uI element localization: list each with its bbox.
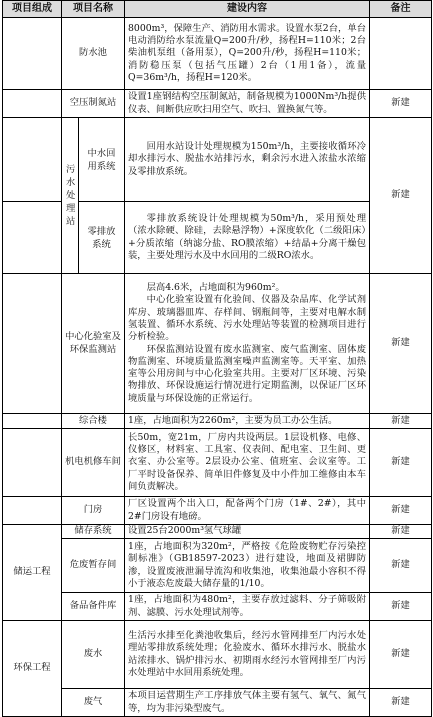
content-paragraph: 中心化验室设置有化验间、仪器及杂品库、化学试剂库房、玻璃器皿库、存样间、钢瓶间等，主要对电解水制氢装置、循环水系统、污水处理站等装置的检测项目进行分析检验。 [128,294,366,343]
row-name: 空压制氮站 [62,90,125,118]
row-content: 1座，占地面积为2260m²，主要为员工办公生活。 [125,414,370,429]
subrow-content: 零排放系统设计处理规模为50m³/h，采用预处理（浓水除硬、除硅，去除悬浮物）+深度软化（二级阳床）+分质浓缩（纳滤分盐、RO膜浓缩）+结晶+分离干燥包装，主要处理污水及中水回用的二级RO浓水。 [128,212,366,261]
row-content: 厂区设置两个出入口，配备两个门房（1#、2#），其中2#门房设有地磅。 [125,497,370,525]
group-cell-empty [3,118,62,202]
row-note: 新建 [370,118,432,274]
row-name: 储存系统 [62,525,125,539]
table-row [3,621,432,689]
row-note: 新建 [370,621,432,689]
row-note: 新建 [370,414,432,429]
row-group-name: 环保工程 [3,621,62,717]
table-row [3,118,432,202]
row-note: 新建 [370,90,432,118]
row-name: 机电机修车间 [62,429,125,497]
table-row [3,593,432,621]
row-note: 新建 [370,593,432,621]
row-note: 新建 [370,689,432,717]
row-name: 危废暂存间 [62,539,125,593]
row-name: 废气 [62,689,125,717]
group-cell-empty [3,274,62,414]
group-cell-empty [3,90,62,118]
table-row [3,274,432,414]
row-content: 8000m³，保障生产、消防用水需求。设置水泵2台，单台电动消防给水泵流量Q=200升/秒，扬程H=110米；2台柴油机泵组（备用泵），Q=200升/秒，扬程H=110米；消防稳压泵（包括气压罐）2台（1用1备），流量Q=36m³/h，扬程H=120米。 [125,18,370,90]
group-cell-empty [3,202,62,274]
table-row [3,689,432,717]
project-composition-table [2,0,432,717]
row-note: 新建 [370,539,432,593]
row-name: 门房 [62,497,125,525]
row-content: 生活污水排至化粪池收集后，经污水管网排至厂内污水处理站零排放系统处理；化验废水、循环水排污水、脱盐水站浓排水、锅炉排污水、初期雨水经污水管网排至厂内污水处理站中水回用系统处理。 [125,621,370,689]
header-note: 备注 [370,1,432,18]
subrow-name: 零排放系统 [79,202,125,274]
row-note: 新建 [370,429,432,497]
group-cell-empty [3,18,62,90]
content-paragraph: 层高4.6米，占地面积为960m²。 [146,282,285,294]
table-row [3,539,432,593]
row-content: 本项目运营期生产工序排放气体主要有氢气、氧气、氮气等，均为非污染型废气。 [125,689,370,717]
group-cell-empty [3,414,62,429]
row-name: 综合楼 [62,414,125,429]
table-row [3,429,432,497]
table-row [3,90,432,118]
table-header-row [3,1,432,18]
table-row [3,414,432,429]
row-name: 防水池 [62,18,125,90]
content-paragraph: 环保监测站设置有废水监测室、废气监测室、固体废物监测室、环境质量监测室噪声监测室等。天平室、加热室等公用房间与中心化验室共用。主要对厂区环境、污染物排放、环保设施运行情况进行定期监测，以保证厂区环境质量与环保设施的正常运行。 [128,343,366,404]
table-row [3,18,432,90]
table-row [3,525,432,539]
subrow-content: 回用水站设计处理规模为150m³/h，主要接收循环冷却水排污水、脱盐水站排污水，剩余污水进入浓盐水浓缩及零排放系统。 [128,141,366,177]
row-content: 1座，占地面积为320m²，严格按《危险废物贮存污染控制标准》（GB18597-2023）进行建设，地面及裙脚防渗，设置废液泄漏导流沟和收集池，收集池最小容积不得小于液态危废最大储存量的1/10。 [125,539,370,593]
group-cell-empty [3,429,62,497]
group-cell-empty [3,497,62,525]
header-content: 建设内容 [125,1,370,18]
row-note [370,18,432,90]
table-row [3,497,432,525]
row-note: 新建 [370,525,432,539]
header-name: 项目名称 [62,1,125,18]
row-content: 长50m，宽21m，厂房内共设两层。1层设机修、电修、仪修区，材料室、工具室、仪表间、配电室、卫生间、更衣室、办公室等。2层设办公室、值班室、会议室等。工厂平时设备保养、简单旧件修复及中小件加工维修由本车间负责解决。 [125,429,370,497]
row-name: 废水 [62,621,125,689]
row-name: 备品备件库 [62,593,125,621]
row-group-name: 储运工程 [3,525,62,621]
row-group-name: 污水处理站 [62,118,79,274]
header-group: 项目组成 [3,1,62,18]
row-content: 设置1座钢结构空压制氮站，制备规模为1000Nm³/h提供仪表、间断供应吹扫用空气、吹扫、置换氮气等。 [125,90,370,118]
row-name: 中心化验室及环保监测站 [62,274,125,414]
row-content: 设置25台2000m³氢气球罐 [125,525,370,539]
subrow-name: 中水回用系统 [79,118,125,202]
row-note: 新建 [370,497,432,525]
row-note: 新建 [370,274,432,414]
row-content: 1座，占地面积为480m²，主要存放过滤料、分子筛吸附剂、滤膜、污水处理试剂等。 [125,593,370,621]
